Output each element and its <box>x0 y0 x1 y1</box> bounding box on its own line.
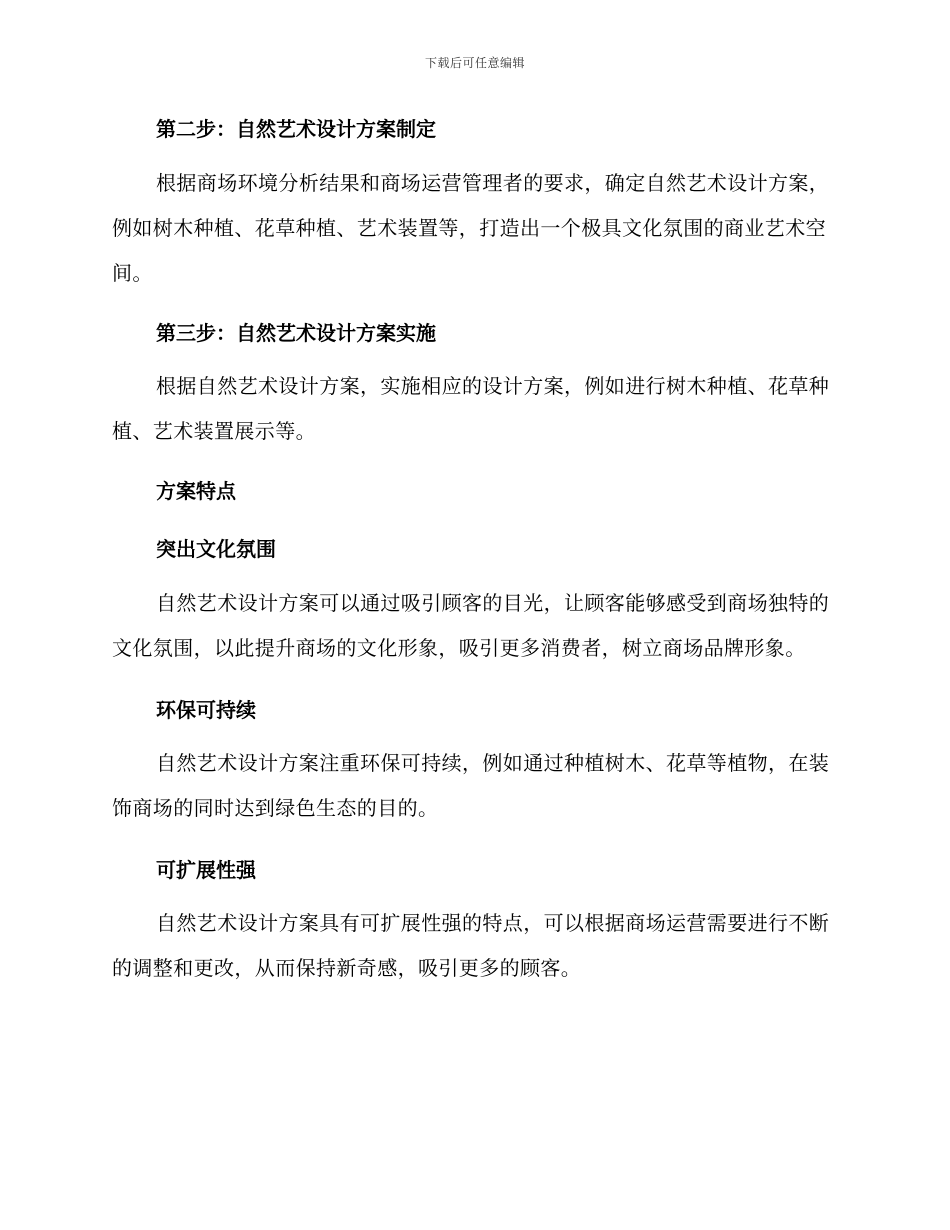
eco-paragraph: 自然艺术设计方案注重环保可持续，例如通过种植树木、花草等植物，在装饰商场的同时达到绿色生态的目的。 <box>112 751 830 820</box>
eco-heading: 环保可持续 <box>156 698 256 722</box>
culture-heading: 突出文化氛围 <box>156 537 276 561</box>
step3-paragraph: 根据自然艺术设计方案，实施相应的设计方案，例如进行树木种植、花草种植、艺术装置展示等。 <box>112 374 830 443</box>
step2-heading: 第二步：自然艺术设计方案制定 <box>156 117 436 141</box>
step2-paragraph: 根据商场环境分析结果和商场运营管理者的要求，确定自然艺术设计方案，例如树木种植、花草种植、艺术装置等，打造出一个极具文化氛围的商业艺术空间。 <box>112 171 830 285</box>
document-body <box>112 112 834 991</box>
step3-heading: 第三步：自然艺术设计方案实施 <box>156 321 436 345</box>
features-heading: 方案特点 <box>156 479 236 503</box>
extend-heading: 可扩展性强 <box>156 858 256 882</box>
culture-paragraph: 自然艺术设计方案可以通过吸引顾客的目光，让顾客能够感受到商场独特的文化氛围，以此提升商场的文化形象，吸引更多消费者，树立商场品牌形象。 <box>112 591 830 660</box>
page-header: 下载后可任意编辑 <box>424 56 525 70</box>
extend-paragraph: 自然艺术设计方案具有可扩展性强的特点，可以根据商场运营需要进行不断的调整和更改，从而保持新奇感，吸引更多的顾客。 <box>112 911 830 980</box>
